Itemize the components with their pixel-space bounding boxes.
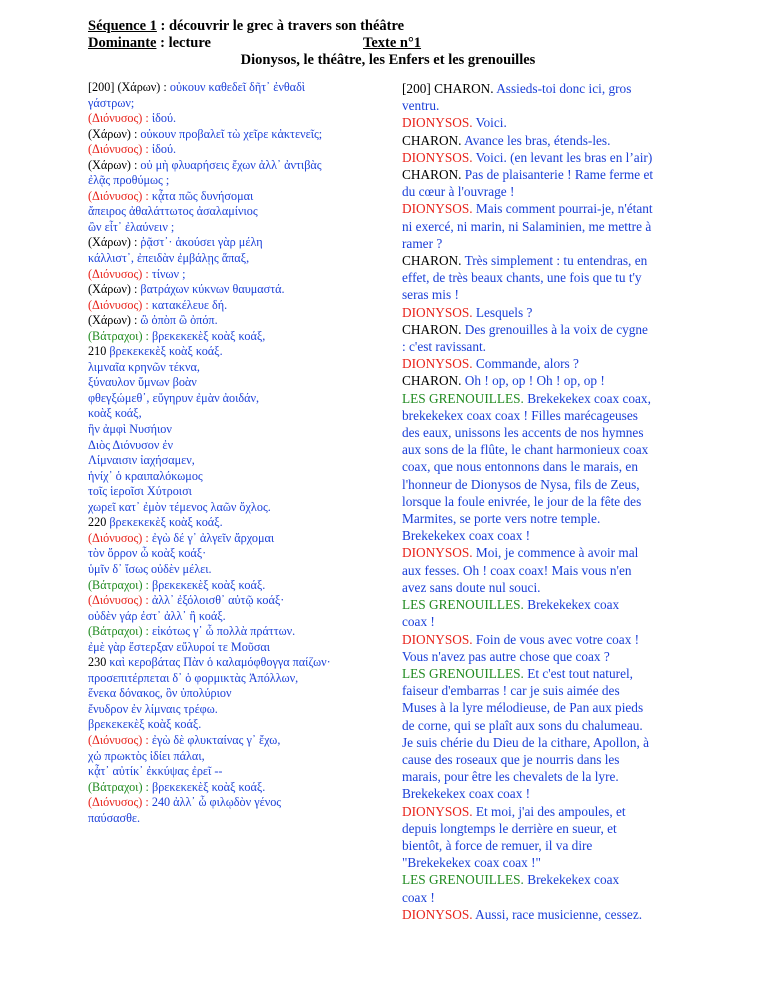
french-line-text: aux fesses. Oh ! coax coax! Mais vous n'en bbox=[402, 562, 632, 578]
french-speaker-tag: DIONYSOS. bbox=[402, 803, 476, 819]
french-line-text: Aussi, race musicienne, cessez. bbox=[475, 906, 643, 922]
french-line-text: Vous n'avez pas autre chose que coax ? bbox=[402, 648, 610, 664]
greek-line-text: τὸν ὄρρον ὦ κοὰξ κοάξ· bbox=[88, 546, 207, 561]
greek-line-text: ὑμῖν δ᾽ ἴσως οὐδὲν μέλει. bbox=[88, 561, 212, 576]
french-line bbox=[402, 562, 686, 579]
french-line-text: brekekekex coax coax ! Filles marécageuses bbox=[402, 407, 638, 423]
greek-line-text: κᾆτ᾽ αὐτίκ᾽ ἐκκύψας ἐρεῖ -- bbox=[88, 764, 223, 779]
greek-line bbox=[88, 733, 370, 749]
greek-line-text: ἕνεκα δόνακος, ὃν ὑπολύριον bbox=[88, 686, 232, 701]
french-line-text: faiseur d'embarras ! car je suis aimée des bbox=[402, 683, 620, 699]
french-line bbox=[402, 820, 686, 837]
greek-line bbox=[88, 500, 370, 516]
sequence-text: : découvrir le grec à travers son théâtre bbox=[156, 18, 405, 34]
greek-line-text: Λίμναισιν ἰαχήσαμεν, bbox=[88, 453, 195, 468]
greek-line-text: οὐ μὴ φλυαρήσεις ἔχων ἀλλ᾽ ἀντιβὰς bbox=[140, 157, 322, 172]
greek-line bbox=[88, 158, 370, 174]
greek-line-text: τοῖς ἱεροῖσι Χύτροισι bbox=[88, 484, 192, 499]
greek-speaker-tag: (Διόνυσος) : bbox=[88, 111, 152, 126]
french-line bbox=[402, 269, 686, 286]
french-line bbox=[402, 871, 686, 888]
greek-speaker-tag: (Βάτραχοι) : bbox=[88, 577, 152, 592]
french-line bbox=[402, 166, 686, 183]
greek-text-column bbox=[88, 80, 370, 826]
greek-line bbox=[88, 562, 370, 578]
french-speaker-tag: DIONYSOS. bbox=[402, 201, 476, 217]
greek-line-text: τίνων ; bbox=[151, 266, 186, 281]
french-line-text: Marmites, se porte vers notre temple. bbox=[402, 511, 601, 527]
french-line-text: ni exercé, ni marin, ni Salaminien, me mettre à bbox=[402, 218, 652, 234]
greek-line bbox=[88, 578, 370, 594]
french-line bbox=[402, 97, 686, 114]
french-line-text: depuis longtemps le derrière en sueur, et bbox=[402, 820, 617, 836]
greek-line bbox=[88, 609, 370, 625]
greek-line-text: κατακέλευε δή. bbox=[151, 297, 228, 312]
french-line-text: de corne, qui se plaît aux sons du chalumeau. bbox=[402, 717, 643, 733]
greek-line-text: εἰκότως γ᾽ ὦ πολλὰ πράττων. bbox=[152, 624, 296, 639]
greek-speaker-tag: (Χάρων) : bbox=[88, 235, 141, 250]
french-line bbox=[402, 355, 686, 372]
greek-line bbox=[88, 298, 370, 314]
greek-speaker-tag: (Χάρων) : bbox=[88, 157, 141, 172]
french-line bbox=[402, 80, 686, 97]
greek-line-text: κοὰξ κοάξ, bbox=[88, 406, 142, 421]
greek-speaker-tag: (Διόνυσος) : bbox=[88, 142, 152, 157]
dominante-label: Dominante bbox=[88, 35, 157, 51]
greek-line-text: ἣν ἀμφὶ Νυσήιον bbox=[88, 422, 172, 437]
french-line-text: Moi, je commence à avoir mal bbox=[475, 545, 639, 561]
greek-line-text: ἰδού. bbox=[151, 111, 177, 126]
french-line bbox=[402, 149, 686, 166]
french-line-text: Et c'est tout naturel, bbox=[527, 665, 634, 681]
french-line bbox=[402, 493, 686, 510]
french-line bbox=[402, 218, 686, 235]
french-line bbox=[402, 906, 686, 923]
greek-line bbox=[88, 655, 370, 671]
french-line bbox=[402, 286, 686, 303]
french-speaker-tag: LES GRENOUILLES. bbox=[402, 872, 528, 888]
greek-line bbox=[88, 329, 370, 345]
sequence-line bbox=[88, 18, 688, 35]
greek-line-text: 240 ἀλλ᾽ ὦ φιλῳδὸν γένος bbox=[151, 795, 282, 810]
greek-line bbox=[88, 717, 370, 733]
french-line bbox=[402, 183, 686, 200]
french-line-text: Avance les bras, étends-les. bbox=[464, 132, 611, 148]
greek-line-text: καὶ κεροβάτας Πὰν ὁ καλαμόφθογγα παίζων· bbox=[109, 655, 331, 670]
french-line bbox=[402, 114, 686, 131]
french-line bbox=[402, 390, 686, 407]
french-line-text: coax, que nous entonnons dans le marais, en bbox=[402, 459, 638, 475]
greek-line-text: Διὸς Διόνυσον ἐν bbox=[88, 437, 174, 452]
greek-line-text: γάστρων; bbox=[88, 95, 135, 110]
greek-line bbox=[88, 142, 370, 158]
greek-speaker-tag: (Διόνυσος) : bbox=[88, 188, 152, 203]
french-line bbox=[402, 304, 686, 321]
french-line bbox=[402, 751, 686, 768]
french-line-text: coax ! bbox=[402, 614, 435, 630]
french-line-text: Brekekekex coax bbox=[527, 872, 620, 888]
greek-line bbox=[88, 220, 370, 236]
french-line-text: ramer ? bbox=[402, 235, 443, 251]
french-text-column bbox=[402, 80, 686, 923]
french-line-text: Assieds-toi donc ici, gros bbox=[496, 81, 632, 96]
greek-line bbox=[88, 204, 370, 220]
french-line-text: Voici. bbox=[475, 115, 507, 131]
french-line-text: avez sans doute nul souci. bbox=[402, 579, 541, 595]
greek-line bbox=[88, 96, 370, 112]
greek-line bbox=[88, 624, 370, 640]
greek-line-text: βρεκεκεκὲξ κοὰξ κοάξ, bbox=[152, 328, 266, 343]
french-line-text: Pas de plaisanterie ! Rame ferme et bbox=[464, 167, 654, 183]
french-line bbox=[402, 665, 686, 682]
greek-line-text: κᾆτα πῶς δυνήσομαι bbox=[151, 188, 254, 203]
french-line bbox=[402, 596, 686, 613]
french-line bbox=[402, 252, 686, 269]
french-line bbox=[402, 854, 686, 871]
greek-line-text: ἐγὼ δέ γ᾽ ἀλγεῖν ἄρχομαι bbox=[151, 530, 275, 545]
greek-line bbox=[88, 391, 370, 407]
greek-line bbox=[88, 189, 370, 205]
french-line bbox=[402, 476, 686, 493]
greek-speaker-tag: (Διόνυσος) : bbox=[88, 795, 152, 810]
french-speaker-tag: LES GRENOUILLES. bbox=[402, 390, 528, 406]
french-speaker-tag: DIONYSOS. bbox=[402, 545, 476, 561]
french-line-text: du cœur à l'ouvrage ! bbox=[402, 184, 515, 200]
french-line bbox=[402, 407, 686, 424]
french-speaker-tag: LES GRENOUILLES. bbox=[402, 597, 528, 613]
french-line bbox=[402, 458, 686, 475]
french-speaker-tag: LES GRENOUILLES. bbox=[402, 665, 528, 681]
french-line-text: bientôt, à force de remuer, il va dire bbox=[402, 837, 593, 853]
french-line-text: Et moi, j'ai des ampoules, et bbox=[475, 803, 626, 819]
greek-line bbox=[88, 749, 370, 765]
texte-number: Texte n°1 bbox=[363, 35, 422, 51]
greek-speaker-tag: (Χάρων) : bbox=[88, 313, 141, 328]
greek-speaker-tag: 210 bbox=[88, 344, 110, 359]
french-line-text: Mais comment pourrai-je, n'étant bbox=[475, 201, 653, 217]
french-line-text: "Brekekekex coax coax !" bbox=[402, 855, 541, 871]
greek-line bbox=[88, 484, 370, 500]
greek-line bbox=[88, 469, 370, 485]
french-line bbox=[402, 372, 686, 389]
dominante-line bbox=[88, 35, 688, 52]
greek-line bbox=[88, 173, 370, 189]
greek-speaker-tag: 220 bbox=[88, 515, 110, 530]
french-speaker-tag: DIONYSOS. bbox=[402, 304, 476, 320]
french-line-text: Brekekekex coax coax ! bbox=[402, 786, 531, 802]
french-line bbox=[402, 544, 686, 561]
greek-line-text: βατράχων κύκνων θαυμαστά. bbox=[140, 282, 285, 297]
french-speaker-tag: DIONYSOS. bbox=[402, 631, 476, 647]
greek-line-text: ἐμὲ γὰρ ἔστερξαν εὔλυροί τε Μοῦσαι bbox=[88, 639, 271, 654]
greek-line-text: χὠ πρωκτὸς ἰδίει πάλαι, bbox=[88, 748, 205, 763]
french-line bbox=[402, 527, 686, 544]
greek-line bbox=[88, 453, 370, 469]
french-line bbox=[402, 441, 686, 458]
greek-speaker-tag: [200] (Χάρων) : bbox=[88, 80, 170, 94]
french-line-text: des eaux, unissons les accents de nos hymnes bbox=[402, 425, 644, 441]
greek-line bbox=[88, 267, 370, 283]
greek-line bbox=[88, 671, 370, 687]
greek-speaker-tag: (Διόνυσος) : bbox=[88, 530, 152, 545]
greek-line bbox=[88, 515, 370, 531]
french-line bbox=[402, 338, 686, 355]
french-line-text: lorsque la foule enivrée, le jour de la fête des bbox=[402, 493, 642, 509]
greek-line bbox=[88, 795, 370, 811]
greek-speaker-tag: (Βάτραχοι) : bbox=[88, 624, 152, 639]
greek-speaker-tag: (Χάρων) : bbox=[88, 282, 141, 297]
french-line bbox=[402, 699, 686, 716]
french-line bbox=[402, 579, 686, 596]
greek-line bbox=[88, 251, 370, 267]
french-line bbox=[402, 785, 686, 802]
greek-line bbox=[88, 235, 370, 251]
greek-line bbox=[88, 80, 370, 96]
french-line bbox=[402, 717, 686, 734]
greek-speaker-tag: (Βάτραχοι) : bbox=[88, 779, 152, 794]
greek-line-text: κάλλιστ᾽, ἐπειδὰν ἐμβάλῃς ἅπαξ, bbox=[88, 251, 250, 266]
greek-line-text: φθεγξώμεθ᾽, εὔγηρυν ἐμὰν ἀοιδάν, bbox=[88, 390, 260, 405]
greek-speaker-tag: (Διόνυσος) : bbox=[88, 297, 152, 312]
greek-line-text: ἀλλ᾽ ἐξόλοισθ᾽ αὐτῷ κοάξ· bbox=[151, 593, 285, 608]
greek-speaker-tag: (Διόνυσος) : bbox=[88, 593, 152, 608]
greek-line-text: παύσασθε. bbox=[88, 810, 141, 825]
sequence-label: Séquence 1 bbox=[88, 18, 157, 34]
greek-line-text: ὢ ὀπὸπ ὢ ὀπόπ. bbox=[140, 313, 218, 328]
french-line bbox=[402, 321, 686, 338]
greek-line bbox=[88, 811, 370, 827]
greek-line bbox=[88, 360, 370, 376]
greek-speaker-tag: 230 bbox=[88, 655, 110, 670]
french-line-text: l'honneur de Dionysos de Nysa, fils de Zeus, bbox=[402, 476, 640, 492]
french-line-text: effet, de très beaux chants, une fois que tu t'y bbox=[402, 270, 642, 286]
french-line bbox=[402, 734, 686, 751]
french-line bbox=[402, 510, 686, 527]
french-speaker-tag: CHARON. bbox=[402, 373, 465, 389]
greek-line bbox=[88, 282, 370, 298]
french-speaker-tag: DIONYSOS. bbox=[402, 356, 476, 372]
greek-line-text: βρεκεκεκὲξ κοὰξ κοάξ. bbox=[152, 577, 266, 592]
french-line-text: : c'est ravissant. bbox=[402, 339, 487, 355]
french-line bbox=[402, 682, 686, 699]
greek-line-text: οὐκουν καθεδεῖ δῆτ᾽ ἐνθαδὶ bbox=[169, 80, 306, 94]
french-line bbox=[402, 648, 686, 665]
greek-line-text: λιμναῖα κρηνῶν τέκνα, bbox=[88, 359, 200, 374]
greek-line bbox=[88, 438, 370, 454]
french-line bbox=[402, 803, 686, 820]
greek-line-text: ῥᾷστ᾽· ἀκούσει γὰρ μέλη bbox=[140, 235, 263, 250]
french-line bbox=[402, 424, 686, 441]
french-line-text: Brekekekex coax coax, bbox=[527, 390, 651, 406]
french-speaker-tag: DIONYSOS. bbox=[402, 906, 476, 922]
greek-line bbox=[88, 531, 370, 547]
greek-line-text: ἄπειρος ἀθαλάττωτος ἀσαλαμίνιος bbox=[88, 204, 258, 219]
french-line bbox=[402, 889, 686, 906]
french-line-text: Des grenouilles à la voix de cygne bbox=[464, 321, 648, 337]
french-speaker-tag: DIONYSOS. bbox=[402, 149, 476, 165]
french-line-text: Brekekekex coax coax ! bbox=[402, 528, 531, 544]
document-header bbox=[88, 18, 688, 69]
greek-line bbox=[88, 546, 370, 562]
french-line-text: marais, pour être les chevalets de la lyre. bbox=[402, 769, 619, 785]
french-line-text: Commande, alors ? bbox=[475, 356, 579, 372]
french-line bbox=[402, 837, 686, 854]
french-line-text: seras mis ! bbox=[402, 287, 459, 303]
greek-line-text: χωρεῖ κατ᾽ ἐμὸν τέμενος λαῶν ὄχλος. bbox=[88, 499, 271, 514]
french-speaker-tag: CHARON. bbox=[402, 321, 465, 337]
french-line bbox=[402, 631, 686, 648]
french-line bbox=[402, 613, 686, 630]
french-line-text: Muses à la lyre mélodieuse, de Pan aux pieds bbox=[402, 700, 644, 716]
greek-line-text: ἐγὼ δὲ φλυκταίνας γ᾽ ἔχω, bbox=[151, 732, 281, 747]
french-line-text: coax ! bbox=[402, 889, 435, 905]
greek-line-text: βρεκεκεκὲξ κοὰξ κοάξ. bbox=[88, 717, 202, 732]
greek-speaker-tag: (Διόνυσος) : bbox=[88, 266, 152, 281]
french-line bbox=[402, 200, 686, 217]
french-speaker-tag: CHARON. bbox=[402, 167, 465, 183]
greek-line-text: ἰδού. bbox=[151, 142, 177, 157]
greek-line bbox=[88, 640, 370, 656]
greek-line-text: βρεκεκεκὲξ κοὰξ κοάξ. bbox=[152, 779, 266, 794]
french-line-text: Brekekekex coax bbox=[527, 597, 620, 613]
french-line bbox=[402, 235, 686, 252]
greek-line-text: ἐλᾷς προθύμως ; bbox=[88, 173, 170, 188]
french-line-text: aux sons de la flûte, le chant harmonieux coax bbox=[402, 442, 649, 458]
greek-line-text: ὢν εἶτ᾽ ἐλαύνειν ; bbox=[88, 219, 175, 234]
french-line-text: Foin de vous avec votre coax ! bbox=[475, 631, 640, 647]
french-line bbox=[402, 768, 686, 785]
greek-line bbox=[88, 313, 370, 329]
greek-line-text: ξύναυλον ὕμνων βοὰν bbox=[88, 375, 197, 390]
greek-line-text: ἔνυδρον ἐν λίμναις τρέφω. bbox=[88, 701, 218, 716]
greek-line-text: προσεπιτέρπεται δ᾽ ὁ φορμικτὰς Ἀπόλλων, bbox=[88, 670, 299, 685]
french-line-text: Très simplement : tu entendras, en bbox=[464, 253, 648, 269]
greek-line bbox=[88, 111, 370, 127]
french-line-text: Je suis chérie du Dieu de la cithare, Apollon, à bbox=[402, 734, 650, 750]
greek-speaker-tag: (Διόνυσος) : bbox=[88, 732, 152, 747]
greek-line bbox=[88, 702, 370, 718]
greek-line bbox=[88, 344, 370, 360]
french-line-text: ventru. bbox=[402, 98, 440, 114]
greek-line-text: ἡνίχ᾽ ὁ κραιπαλόκωμος bbox=[88, 468, 203, 483]
french-speaker-tag: CHARON. bbox=[402, 132, 465, 148]
greek-line bbox=[88, 780, 370, 796]
greek-speaker-tag: (Βάτραχοι) : bbox=[88, 328, 152, 343]
greek-line bbox=[88, 422, 370, 438]
greek-line-text: βρεκεκεκὲξ κοὰξ κοάξ. bbox=[109, 344, 223, 359]
greek-line bbox=[88, 593, 370, 609]
greek-line bbox=[88, 764, 370, 780]
french-line-text: Oh ! op, op ! Oh ! op, op ! bbox=[464, 373, 605, 389]
dominante-text: : lecture bbox=[156, 35, 211, 51]
french-line-text: Voici. (en levant les bras en l’air) bbox=[475, 149, 653, 165]
greek-speaker-tag: (Χάρων) : bbox=[88, 126, 141, 141]
page-subtitle: Dionysos, le théâtre, les Enfers et les grenouilles bbox=[240, 52, 536, 68]
french-line-text: cause des roseaux que je nourris dans les bbox=[402, 751, 620, 767]
greek-line bbox=[88, 686, 370, 702]
greek-line bbox=[88, 375, 370, 391]
french-speaker-tag: [200] CHARON. bbox=[402, 81, 497, 96]
greek-line bbox=[88, 406, 370, 422]
greek-line-text: οὐκουν προβαλεῖ τὼ χεῖρε κἀκτενεῖς; bbox=[140, 126, 323, 141]
french-line bbox=[402, 132, 686, 149]
greek-line bbox=[88, 127, 370, 143]
greek-line-text: βρεκεκεκὲξ κοὰξ κοάξ. bbox=[109, 515, 223, 530]
french-line-text: Lesquels ? bbox=[475, 304, 533, 320]
french-speaker-tag: DIONYSOS. bbox=[402, 115, 476, 131]
french-speaker-tag: CHARON. bbox=[402, 253, 465, 269]
greek-line-text: οὐδὲν γάρ ἐστ᾽ ἀλλ᾽ ἢ κοάξ. bbox=[88, 608, 226, 623]
